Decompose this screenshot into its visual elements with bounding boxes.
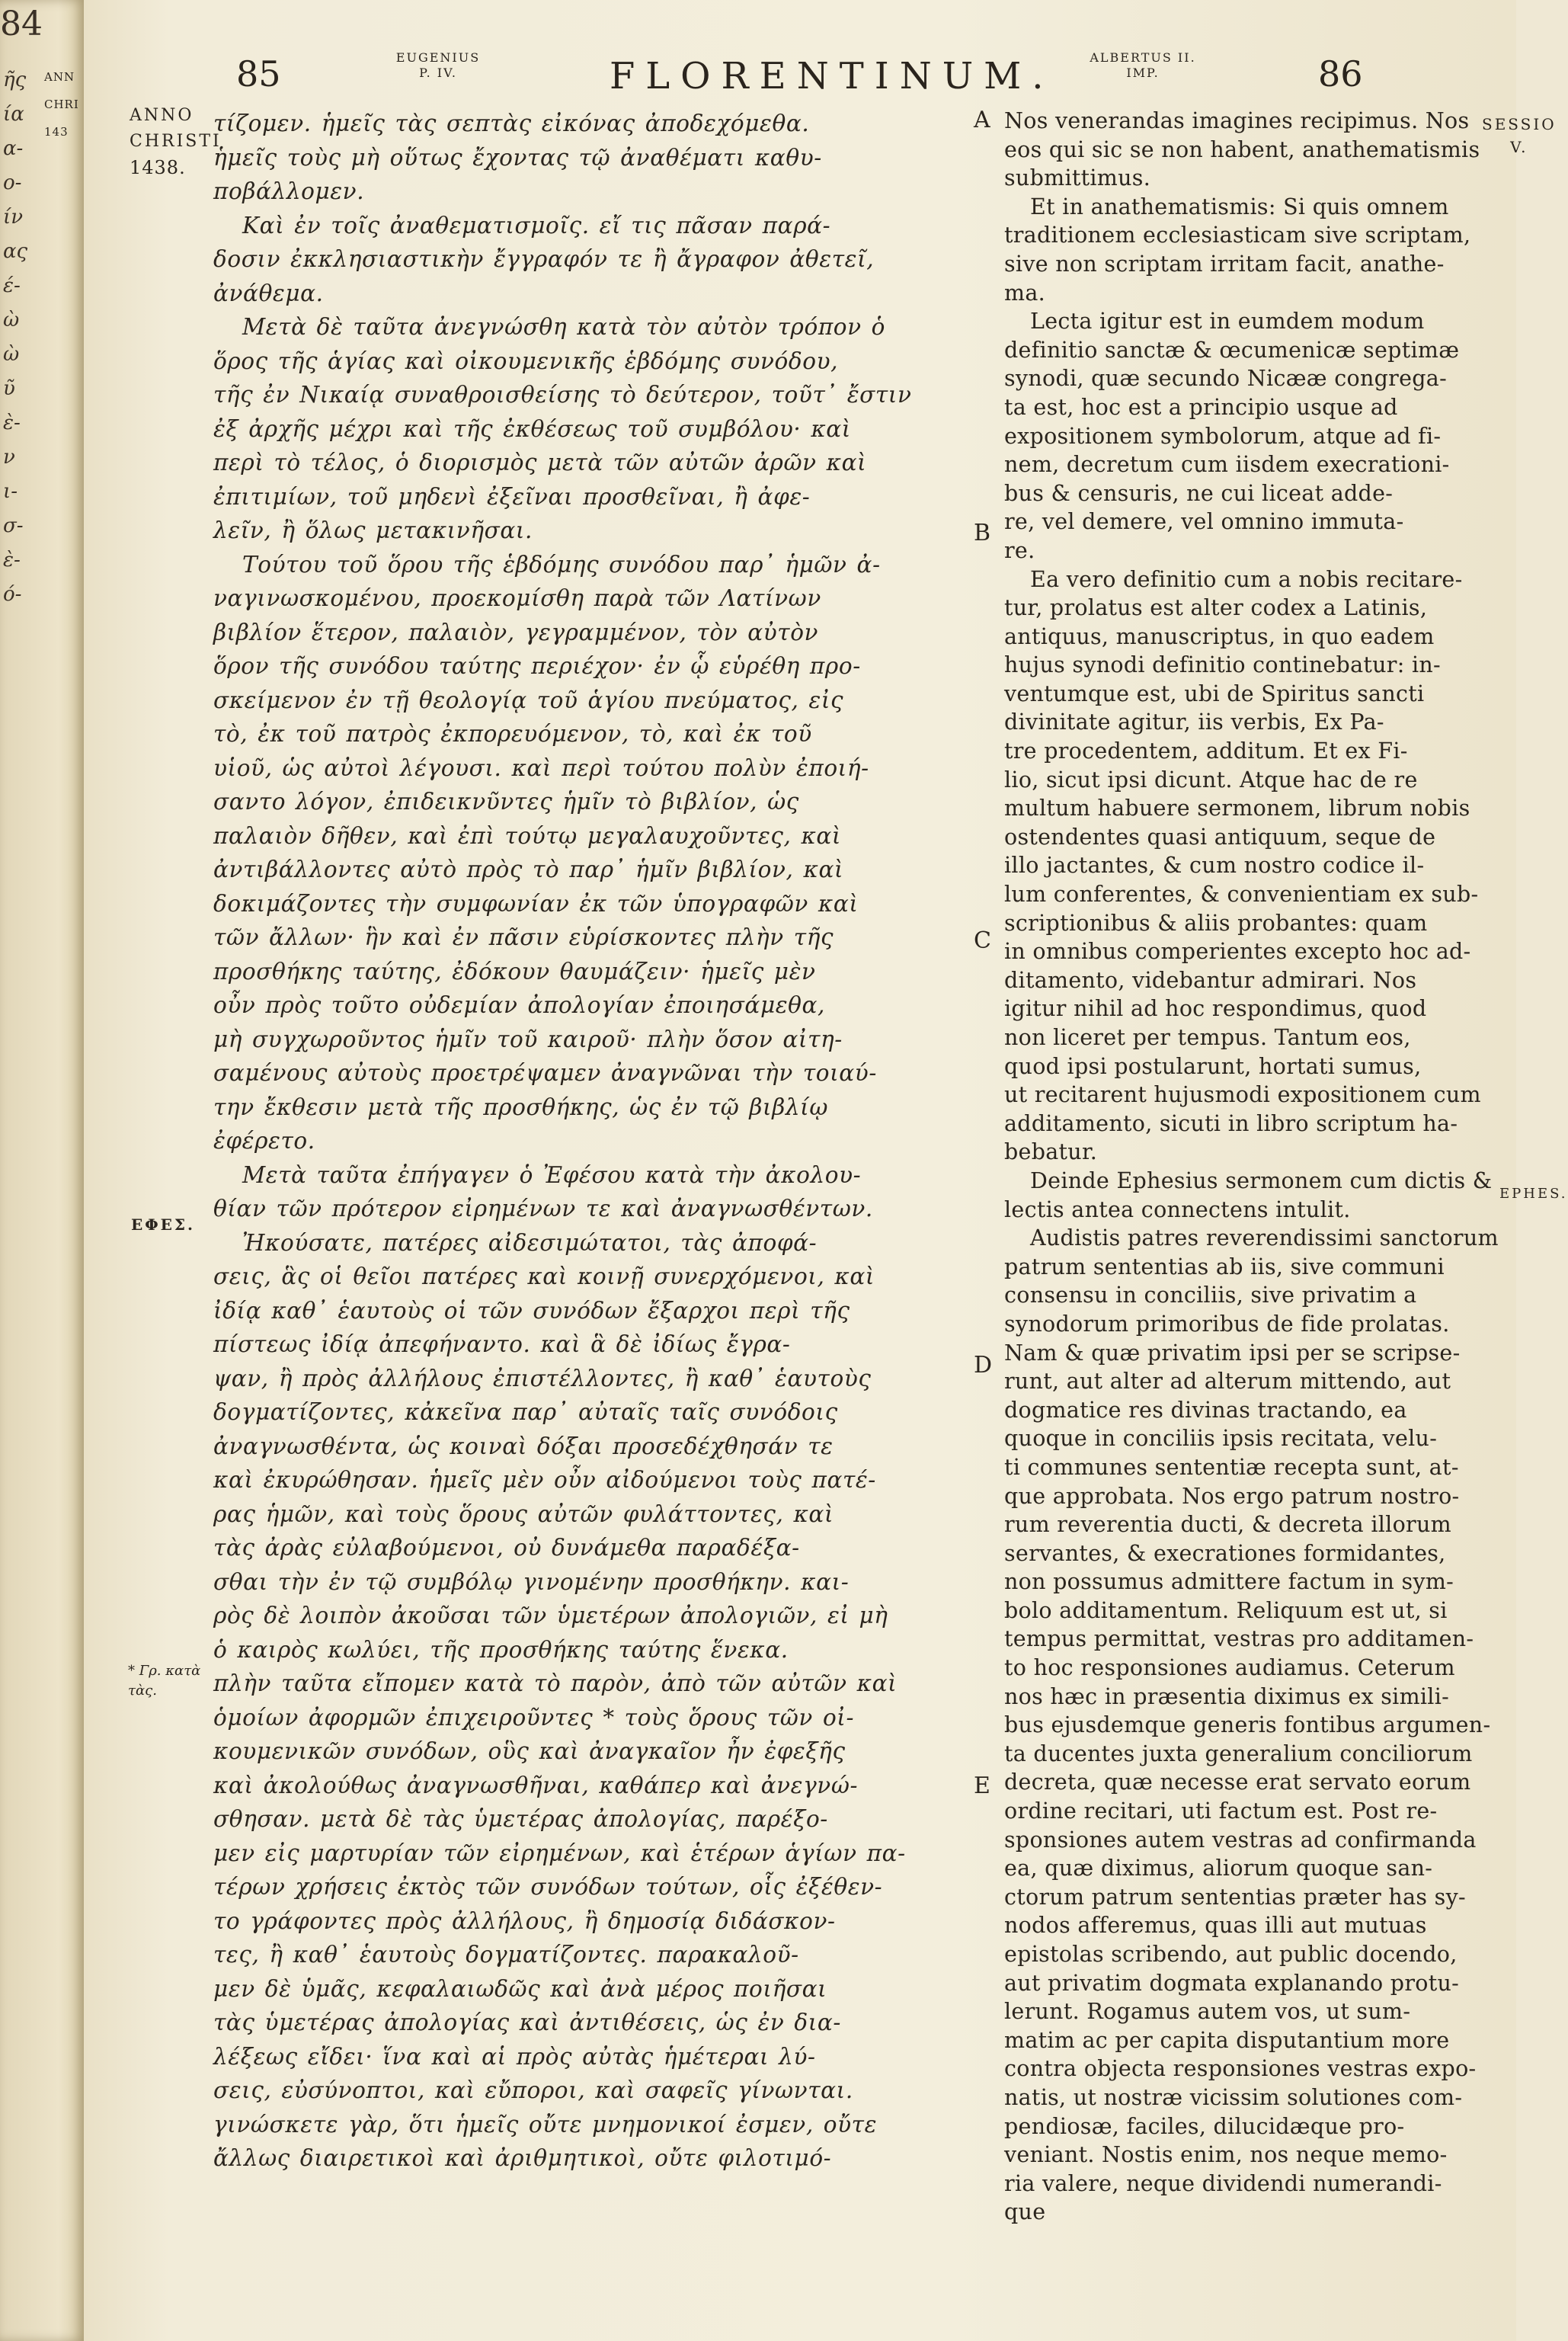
greek-text-line: τὰς ἀρὰς εὐλαβούμενοι, οὐ δυνάμεθα παραδέξα- [213, 1535, 800, 1561]
emperor-title: IMP. [1126, 66, 1160, 80]
latin-text-line: Et in anathematismis: Si quis omnem [1030, 194, 1449, 219]
greek-text-line: πλὴν ταῦτα εἴπομεν κατὰ τὸ παρὸν, ἀπὸ τῶν αὐτῶν καὶ [213, 1670, 898, 1696]
latin-text-line: bus & censuris, ne cui liceat adde- [1004, 480, 1394, 506]
left-page-number: 85 [236, 53, 281, 94]
greek-text-line: τίζομεν. ἡμεῖς τὰς σεπτὰς εἰκόνας ἀποδεχόμεθα. [213, 110, 810, 136]
greek-text-line: τες, ἢ καθ᾽ ἑαυτοὺς δογματίζοντες. παρακαλοῦ- [213, 1942, 799, 1968]
latin-text-line: additamento, sicuti in libro scriptum ha- [1004, 1110, 1458, 1136]
note-line: * Γρ. κατὰ [128, 1663, 201, 1679]
latin-text-line: to hoc responsiones audiamus. Ceterum [1004, 1655, 1455, 1681]
greek-text-line: δογματίζοντες, κἀκεῖνα παρ᾽ αὐταῖς ταῖς συνόδοις [213, 1399, 838, 1425]
margin-christi: CHRISTI [130, 132, 222, 151]
latin-text-line: lum conferentes, & convenientiam ex sub- [1004, 882, 1479, 908]
greek-text-line: κουμενικῶν συνόδων, οὓς καὶ ἀναγκαῖον ἦν ἐφεξῆς [213, 1738, 846, 1764]
latin-text-line: definitio sanctæ & œcumenicæ septimæ [1004, 337, 1460, 363]
greek-text-line: προσθήκης ταύτης, ἐδόκουν θαυμάζειν· ἡμεῖς μὲν [213, 958, 816, 985]
previous-margin-christi: CHRI [44, 98, 79, 111]
previous-page-fragment: ι- [3, 480, 18, 503]
right-running-subtitle [1074, 50, 1211, 81]
greek-text-line: Μετὰ δὲ ταῦτα ἀνεγνώσθη κατὰ τὸν αὐτὸν τρόπον ὁ [242, 314, 886, 340]
previous-page-fragment: ῦ [3, 377, 15, 400]
latin-text-line: bebatur. [1004, 1139, 1098, 1165]
previous-page-fragment: ὲ- [3, 549, 21, 572]
previous-page-fragment: ο- [3, 171, 22, 194]
margin-session [1482, 113, 1557, 159]
latin-text-line: servantes, & execrationes formidantes, [1004, 1540, 1446, 1566]
greek-text-line: ὅρος τῆς ἁγίας καὶ οἰκουμενικῆς ἑβδόμης συνόδου, [213, 347, 839, 374]
greek-text-line: δοσιν ἐκκλησιαστικὴν ἔγγραφόν τε ἢ ἄγραφον ἀθετεῖ, [213, 246, 875, 272]
session-number: V. [1510, 138, 1528, 156]
emperor-name: ALBERTUS II. [1090, 50, 1196, 65]
latin-text-line: aut privatim dogmata explanando protu- [1004, 1970, 1460, 1996]
latin-text-line: divinitate agitur, iis verbis, Ex Pa- [1004, 709, 1384, 735]
latin-text-line: que approbata. Nos ergo patrum nostro- [1004, 1483, 1460, 1509]
latin-text-line: Nam & quæ privatim ipsi per se scripse- [1004, 1340, 1461, 1366]
greek-text-line: παλαιὸν δῆθεν, καὶ ἐπὶ τούτῳ μεγαλαυχοῦντες, καὶ [213, 822, 842, 849]
greek-text-line: την ἔκθεσιν μετὰ τῆς προσθήκης, ὡς ἐν τῷ βιβλίῳ [213, 1094, 828, 1120]
greek-text-line: τῶν ἄλλων· ἣν καὶ ἐν πᾶσιν εὑρίσκοντες πλὴν τῆς [213, 924, 834, 950]
greek-text-line: το γράφοντες πρὸς ἀλλήλους, ἢ δημοσίᾳ διδάσκον- [213, 1907, 836, 1934]
greek-text-line: μεν δὲ ὑμᾶς, κεφαλαιωδῶς καὶ ἀνὰ μέρος ποιῆσαι [213, 1975, 827, 2002]
previous-page-number: 84 [0, 5, 43, 43]
previous-page-fragment: α- [3, 137, 24, 160]
greek-column [213, 107, 983, 2176]
latin-text-line: Audistis patres reverendissimi sanctorum [1030, 1225, 1499, 1251]
greek-text-line: ἀνάθεμα. [213, 280, 324, 306]
margin-speaker-greek: ΕΦΕΣ. [131, 1215, 196, 1234]
latin-text-line: synodi, quæ secundo Nicææ congrega- [1004, 366, 1448, 392]
greek-text-line: ἄλλως διαιρετικοὶ καὶ ἀριθμητικοὶ, οὔτε φιλοτιμό- [213, 2145, 832, 2171]
section-letter-a: A [974, 107, 990, 133]
greek-text-line: πίστεως ἰδίᾳ ἀπεφήναντο. καὶ ἃ δὲ ἰδίως ἔγρα- [213, 1331, 791, 1357]
latin-text-line: epistolas scribendo, aut public docendo, [1004, 1942, 1458, 1967]
greek-text-line: σαμένους αὐτοὺς προετρέψαμεν ἀναγνῶναι τὴν τοιαύ- [213, 1060, 877, 1086]
previous-page-fragment: ῆς [3, 69, 27, 91]
latin-text-line: Nos venerandas imagines recipimus. Nos [1004, 108, 1470, 133]
page-title: FLORENTINUM. [610, 55, 1054, 98]
latin-text-line: traditionem ecclesiasticam sive scriptam, [1004, 223, 1471, 248]
latin-text-line: pendiosæ, faciles, dilucidæque pro- [1004, 2113, 1405, 2139]
latin-text-line: Ea vero definitio cum a nobis recitare- [1030, 566, 1463, 592]
greek-text-line: καὶ ἀκολούθως ἀναγνωσθῆναι, καθάπερ καὶ ἀνεγνώ- [213, 1772, 859, 1798]
latin-text-line: re. [1004, 537, 1035, 563]
latin-text-line: multum habuere sermonem, librum nobis [1004, 796, 1470, 821]
latin-text-line: dogmatice res divinas tractando, ea [1004, 1397, 1407, 1423]
latin-text-line: veniant. Nostis enim, nos neque memo- [1004, 2142, 1448, 2168]
latin-text-line: expositionem symbolorum, atque ad fi- [1004, 423, 1442, 449]
latin-text-line: lectis antea connectens intulit. [1004, 1196, 1351, 1222]
greek-text-line: ποβάλλομεν. [213, 178, 365, 204]
latin-text-line: patrum sententias ab iis, sive communi [1004, 1254, 1445, 1279]
previous-page-fragment: ό- [3, 583, 22, 606]
section-letter-b: B [974, 520, 991, 546]
greek-text-line: ἡμεῖς τοὺς μὴ οὕτως ἔχοντας τῷ ἀναθέματι καθυ- [213, 144, 822, 171]
greek-text-line: τῆς ἐν Νικαίᾳ συναθροισθείσης τὸ δεύτερον, τοῦτ᾽ ἔστιν [213, 382, 912, 408]
latin-text-line: bus ejusdemque generis fontibus argumen- [1004, 1712, 1491, 1738]
greek-text-line: σεις, ἃς οἱ θεῖοι πατέρες καὶ κοινῇ συνερχόμενοι, καὶ [213, 1263, 875, 1289]
latin-text-line: que [1004, 2199, 1046, 2225]
greek-text-line: βιβλίον ἕτερον, παλαιὸν, γεγραμμένον, τὸν αὐτὸν [213, 619, 819, 645]
greek-text-line: μεν εἰς μαρτυρίαν τῶν εἰρημένων, καὶ ἑτέρων ἁγίων πα- [213, 1840, 906, 1866]
greek-text-line: ὅρον τῆς συνόδου ταύτης περιέχον· ἐν ᾧ εὑρέθη προ- [213, 653, 861, 679]
previous-page-fragment: ὼ [3, 309, 20, 331]
greek-text-line: λέξεως εἴδει· ἵνα καὶ αἱ πρὸς αὐτὰς ἡμέτεραι λύ- [213, 2043, 816, 2070]
greek-text-line: ἐφέρετο. [213, 1128, 315, 1154]
latin-text-line: tre procedentem, additum. Et ex Fi- [1004, 738, 1408, 764]
latin-text-line: Deinde Ephesius sermonem cum dictis & [1030, 1167, 1493, 1193]
previous-page-fragment: έ- [3, 274, 21, 297]
greek-text-line: σαντο λόγον, ἐπιδεικνῦντες ἡμῖν τὸ βιβλίον, ὡς [213, 789, 799, 815]
note-line: τὰς. [128, 1683, 157, 1699]
section-letter-d: D [974, 1352, 993, 1379]
latin-text-line: nos hæc in præsentia diximus ex simili- [1004, 1683, 1450, 1709]
latin-text-line: illo jactantes, & cum nostro codice il- [1004, 853, 1425, 879]
latin-text-line: igitur nihil ad hoc respondimus, quod [1004, 996, 1427, 1022]
latin-text-line: lerunt. Rogamus autem vos, ut sum- [1004, 1999, 1411, 2025]
book-page [84, 0, 1568, 2341]
latin-text-line: ventumque est, ubi de Spiritus sancti [1004, 681, 1425, 706]
latin-text-line: natis, ut nostræ vicissim solutiones com- [1004, 2084, 1463, 2110]
latin-text-line: lio, sicut ipsi dicunt. Atque hac de re [1004, 767, 1418, 793]
latin-text-line: ea, quæ diximus, aliorum quoque san- [1004, 1856, 1433, 1881]
greek-text-line: Μετὰ ταῦτα ἐπήγαγεν ὁ Ἐφέσου κατὰ τὴν ἀκολου- [242, 1161, 862, 1188]
latin-text-line: tempus permittat, vestras pro additamen- [1004, 1626, 1474, 1652]
greek-text-line: Ἠκούσατε, πατέρες αἰδεσιμώτατοι, τὰς ἀποφά- [242, 1229, 818, 1256]
latin-text-line: ditamento, videbantur admirari. Nos [1004, 967, 1417, 993]
latin-text-line: matim ac per capita disputantium more [1004, 2027, 1450, 2053]
greek-text-line: δοκιμάζοντες τὴν συμφωνίαν ἐκ τῶν ὑπογραφῶν καὶ [213, 890, 859, 917]
greek-text-line: ρὸς δὲ λοιπὸν ἀκοῦσαι τῶν ὑμετέρων ἀπολογιῶν, εἰ μὴ [213, 1603, 888, 1628]
greek-text-line: τὸ, ἐκ τοῦ πατρὸς ἐκπορευόμενον, τὸ, καὶ ἐκ τοῦ [213, 721, 812, 747]
greek-text-line: μὴ συγχωροῦντος ἡμῖν τοῦ καιροῦ· πλὴν ὅσον αἰτη- [213, 1026, 843, 1052]
previous-margin-anno: ANN [44, 70, 75, 84]
previous-page-fragment: ν [3, 446, 15, 469]
latin-text-line: antiquus, manuscriptus, in quo eadem [1004, 623, 1435, 649]
latin-text-line: rum reverentia ducti, & decreta illorum [1004, 1512, 1451, 1538]
latin-text-line: quoque in conciliis ipsis recitata, velu- [1004, 1426, 1438, 1452]
greek-text-line: σθησαν. μετὰ δὲ τὰς ὑμετέρας ἀπολογίας, παρέξο- [213, 1806, 828, 1832]
greek-text-line: ἀντιβάλλοντες αὐτὸ πρὸς τὸ παρ᾽ ἡμῖν βιβλίον, καὶ [213, 857, 844, 882]
latin-text-line: ta ducentes juxta generalium conciliorum [1004, 1741, 1473, 1766]
previous-margin-year: 143 [44, 125, 69, 139]
latin-text-line: ctorum patrum sententias præter has sy- [1004, 1884, 1466, 1910]
greek-text-line: ψαν, ἢ πρὸς ἀλλήλους ἐπιστέλλοντες, ἢ καθ᾽ ἑαυτοὺς [213, 1365, 872, 1391]
greek-text-line: ἰδίᾳ καθ᾽ ἑαυτοὺς οἱ τῶν συνόδων ἔξαρχοι περὶ τῆς [213, 1297, 850, 1324]
latin-text-line: decreta, quæ necesse erat servato eorum [1004, 1769, 1471, 1795]
latin-text-line: contra objecta responsiones vestras expo- [1004, 2056, 1477, 2082]
latin-text-line: sponsiones autem vestras ad confirmanda [1004, 1827, 1477, 1853]
greek-text-line: Τούτου τοῦ ὅρου τῆς ἑβδόμης συνόδου παρ᾽ ἡμῶν ἀ- [242, 551, 881, 578]
greek-text-line: λεῖν, ἢ ὅλως μετακινῆσαι. [213, 517, 533, 543]
latin-text-line: nem, decretum cum iisdem execrationi- [1004, 452, 1450, 478]
latin-text-line: hujus synodi definitio continebatur: in- [1004, 652, 1441, 678]
margin-anno: ANNO [130, 106, 194, 125]
left-running-subtitle [389, 50, 488, 81]
latin-text-line: Lecta igitur est in eumdem modum [1030, 309, 1425, 335]
latin-text-line: submittimus. [1004, 165, 1151, 191]
greek-text-line: καὶ ἐκυρώθησαν. ἡμεῖς μὲν οὖν αἰδούμενοι τοὺς πατέ- [213, 1467, 876, 1493]
latin-text-line: ria valere, neque dividendi numerandi- [1004, 2170, 1442, 2196]
latin-text-line: re, vel demere, vel omnino immuta- [1004, 509, 1404, 535]
greek-text-line: τὰς ὑμετέρας ἀπολογίας καὶ ἀντιθέσεις, ὡς ἐν δια- [213, 2010, 841, 2035]
greek-text-line: ἀναγνωσθέντα, ὡς κοιναὶ δόξαι προσεδέχθησάν τε [213, 1433, 834, 1459]
latin-text-line: ma. [1004, 280, 1045, 306]
latin-text-line: ta est, hoc est a principio usque ad [1004, 394, 1398, 420]
greek-text-line: θίαν τῶν πρότερον εἰρημένων τε καὶ ἀναγνωσθέντων. [213, 1196, 873, 1222]
greek-text-line: ὁμοίων ἀφορμῶν ἐπιχειροῦντες * τοὺς ὅρους τῶν οἰ- [213, 1704, 855, 1731]
latin-text-line: sive non scriptam irritam facit, anathe- [1004, 251, 1445, 277]
previous-page-edge [0, 0, 84, 2341]
greek-text-line: Καὶ ἐν τοῖς ἀναθεματισμοῖς. εἴ τις πᾶσαν παρά- [242, 212, 831, 239]
latin-text-line: in omnibus comperientes excepto hoc ad- [1004, 939, 1471, 965]
latin-column [1004, 107, 1499, 2227]
previous-page-fragment: σ- [3, 514, 24, 537]
previous-page-fragment: ία [3, 103, 24, 126]
greek-text-line: ἐξ ἀρχῆς μέχρι καὶ τῆς ἐκθέσεως τοῦ συμβόλου· καὶ [213, 415, 851, 442]
previous-page-fragment: ας [3, 240, 28, 263]
latin-text-line: runt, aut alter ad alterum mittendo, aut [1004, 1369, 1451, 1395]
session-label: SESSIO [1482, 115, 1557, 133]
margin-year: 1438. [130, 157, 186, 178]
section-letter-e: E [974, 1773, 990, 1799]
latin-text-line: tur, prolatus est alter codex a Latinis, [1004, 595, 1428, 621]
greek-text-line: οὖν πρὸς τοῦτο οὐδεμίαν ἀπολογίαν ἐποιησάμεθα, [213, 992, 826, 1018]
greek-text-line: γινώσκετε γὰρ, ὅτι ἡμεῖς οὔτε μνημονικοί ἐσμεν, οὔτε [213, 2111, 878, 2138]
greek-text-line: ναγινωσκομένου, προεκομίσθη παρὰ τῶν Λατίνων [213, 585, 821, 611]
section-letter-c: C [974, 927, 991, 954]
latin-text-line: non possumus admittere factum in sym- [1004, 1569, 1454, 1595]
latin-text-line: quod ipsi postularunt, hortati sumus, [1004, 1053, 1422, 1079]
latin-text-line: scriptionibus & aliis probantes: quam [1004, 910, 1428, 936]
running-header [84, 46, 1516, 107]
pope-name: EUGENIUS [395, 50, 481, 65]
previous-page-fragment: ὼ [3, 343, 20, 366]
latin-text-line: ostendentes quasi antiquum, seque de [1004, 824, 1436, 850]
latin-text-line: nodos afferemus, quas illi aut mutuas [1004, 1913, 1427, 1939]
greek-text-line: σθαι τὴν ἐν τῷ συμβόλῳ γινομένην προσθήκην. και- [213, 1568, 850, 1595]
greek-text-line: υἱοῦ, ὡς αὐτοὶ λέγουσι. καὶ περὶ τούτου πολὺν ἐποιή- [213, 754, 869, 781]
previous-page-fragment: ὲ- [3, 412, 21, 434]
greek-text-line: σκείμενον ἐν τῇ θεολογίᾳ τοῦ ἁγίου πνεύματος, εἰς [213, 687, 844, 713]
greek-text-line: περὶ τὸ τέλος, ὁ διορισμὸς μετὰ τῶν αὐτῶν ἀρῶν καὶ [213, 450, 867, 476]
previous-page-fragment: ίν [3, 206, 23, 229]
margin-speaker-latin: EPHES. [1499, 1186, 1568, 1202]
latin-text-line: bolo additamentum. Reliquum est ut, si [1004, 1597, 1448, 1623]
latin-text-line: ordine recitari, uti factum est. Post re- [1004, 1798, 1438, 1824]
greek-text-line: τέρων χρήσεις ἐκτὸς τῶν συνόδων τούτων, οἷς ἐξέθεν- [213, 1874, 883, 1900]
right-page-number: 86 [1318, 53, 1363, 94]
greek-text-line: σεις, εὐσύνοπτοι, καὶ εὔποροι, καὶ σαφεῖς γίνωνται. [213, 2077, 853, 2103]
latin-text-line: non liceret per tempus. Tantum eos, [1004, 1025, 1411, 1050]
latin-text-line: consensu in conciliis, sive privatim a [1004, 1283, 1417, 1308]
latin-text-line: eos qui sic se non habent, anathematismis [1004, 136, 1480, 162]
latin-text-line: synodorum primoribus de fide prolatas. [1004, 1311, 1450, 1337]
greek-text-line: ρας ἡμῶν, καὶ τοὺς ὅρους αὐτῶν φυλάττοντες, καὶ [213, 1500, 834, 1527]
latin-text-line: ut recitarent hujusmodi expositionem cum [1004, 1082, 1481, 1108]
latin-text-line: ti communes sententiæ recepta sunt, at- [1004, 1454, 1459, 1480]
pope-number: P. IV. [419, 66, 457, 80]
greek-text-line: ὁ καιρὸς κωλύει, τῆς προσθήκης ταύτης ἕνεκα. [213, 1636, 789, 1663]
greek-text-line: ἐπιτιμίων, τοῦ μηδενὶ ἐξεῖναι προσθεῖναι, ἢ ἀφε- [213, 483, 811, 510]
